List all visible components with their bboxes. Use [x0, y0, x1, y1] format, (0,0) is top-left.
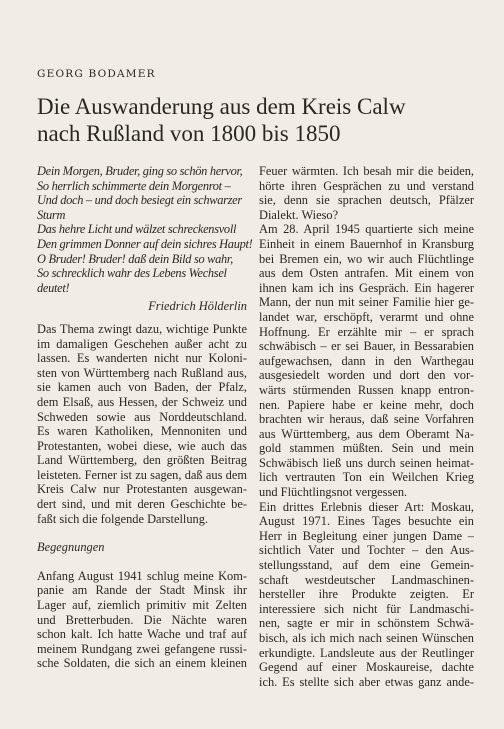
- text-line: erkundigte. Landsleute aus der Reutlinger: [259, 645, 474, 660]
- text-line: Kreis Calw nur Protestanten ausgewan-: [37, 482, 247, 497]
- text-line: aus Württemberg, aus dem Oberamt Na-: [259, 426, 474, 441]
- text-line: hörte ihren Gesprächen zu und verstand: [259, 178, 474, 193]
- text-line: Mann, der nun mit seiner Familie hier ge-: [259, 295, 474, 310]
- poem-line: O Bruder! Bruder! daß dein Bild so wahr,: [37, 251, 233, 266]
- text-line: lich vertrauten Ton ein Weilchen Krieg: [259, 470, 474, 485]
- text-line: Anfang August 1941 schlug meine Kom-: [37, 568, 247, 583]
- text-line: Am 28. April 1945 quartierte sich meine: [259, 222, 474, 237]
- poem-line: So herrlich schimmerte dein Morgenrot –: [37, 178, 231, 193]
- text-line: sten von Württemberg nach Rußland aus,: [37, 365, 247, 380]
- text-line: Es waren Katholiken, Mennoniten und: [37, 424, 247, 439]
- text-line: interessiere sich nicht für Landmaschi-: [259, 601, 474, 616]
- right-column: [259, 164, 474, 689]
- text-line: dem Elsaß, aus Hessen, der Schweiz und: [37, 394, 247, 409]
- poem-line: Den grimmen Donner auf dein sichres Haupt!: [37, 236, 253, 251]
- text-line: im damaligen Geschehen außer acht zu: [37, 336, 247, 351]
- text-line: landet war, erschöpft, verarmt und ohne: [259, 309, 474, 324]
- text-line: Land Württemberg, den größten Beitrag: [37, 453, 247, 468]
- intro-paragraph: [37, 322, 247, 526]
- text-line: sie, denn sie sprachen deutsch, Pfälzer: [259, 193, 474, 208]
- text-line: Einheit in einem Bauernhof in Kransburg: [259, 236, 474, 251]
- poem-attribution: Friedrich Hölderlin: [148, 299, 247, 314]
- text-line: August 1971. Eines Tages besuchte ein: [259, 514, 474, 529]
- left-column: [37, 164, 253, 671]
- text-line: aufgewachsen, dann in den Warthegau: [259, 353, 474, 368]
- poem-line: Und doch – und doch besiegt ein schwarzer: [37, 193, 242, 208]
- text-line: Dialekt. Wieso?: [259, 207, 339, 222]
- text-line: bisch, als ich mich nach seinen Wünschen: [259, 631, 474, 645]
- text-line: sie kamen auch von Baden, der Pfalz,: [37, 380, 247, 395]
- text-line: wärts stürmenden Russen knapp entron-: [259, 382, 474, 397]
- poem-epigraph: [37, 164, 253, 314]
- text-line: dert sind, und mit deren Geschichte be-: [37, 497, 247, 512]
- text-line: schon kalt. Ich hatte Wache und traf auf: [37, 627, 247, 642]
- text-line: hersteller ihre Produkte zeigten. Er: [259, 587, 474, 602]
- text-line: Schwäbisch ließ uns durch seinen heimat-: [259, 455, 474, 470]
- title-line: Die Auswanderung aus dem Kreis Calw: [37, 94, 406, 119]
- text-line: nen, sagte er mir in schönstem Schwä-: [259, 616, 474, 631]
- text-line: Lager auf, ziemlich primitiv mit Zelten: [37, 598, 247, 613]
- text-line: gold stammen müßten. Sein und mein: [259, 441, 474, 456]
- text-line: Schweden sowie aus Norddeutschland.: [37, 409, 247, 424]
- text-line: Ein drittes Erlebnis dieser Art: Moskau,: [259, 499, 474, 514]
- text-line: meinem Rundgang zwei gefangene russi-: [37, 641, 247, 656]
- title-line: nach Rußland von 1800 bis 1850: [37, 121, 341, 146]
- text-line: sichtlich Vater und Tochter – den Aus-: [259, 543, 474, 558]
- text-line: Protestanten, wobei diese, wie auch das: [37, 438, 247, 453]
- poem-line: Dein Morgen, Bruder, ging so schön hervor,: [37, 164, 243, 178]
- text-line: ich. Es stellte sich aber etwas ganz ande-: [259, 674, 474, 689]
- text-line: ihnen kam ich ins Gespräch. Ein hagerer: [259, 280, 474, 295]
- text-line: panie am Rande der Stadt Minsk ihr: [37, 583, 247, 598]
- text-line: brachten wir heraus, daß seine Vorfahren: [259, 412, 474, 427]
- text-line: Herr in Begleitung einer jungen Dame –: [259, 528, 474, 543]
- section-paragraph: [37, 569, 247, 671]
- text-line: ausgesiedelt worden und dort den vor-: [259, 368, 474, 383]
- text-line: lassen. Es wanderten nicht nur Koloni-: [37, 351, 247, 366]
- section-heading: Begegnungen: [37, 540, 105, 555]
- text-line: leisteten. Ferner ist zu sagen, daß aus dem: [37, 467, 247, 482]
- text-line: sche Soldaten, die sich an einem kleinen: [37, 656, 247, 671]
- text-line: Feuer wärmten. Ich besah mir die beiden,: [259, 164, 474, 178]
- poem-line: Sturm: [37, 207, 66, 222]
- text-line: Gegend auf einer Moskaureise, dachte: [259, 660, 474, 675]
- poem-line: So schrecklich wahr des Lebens Wechsel: [37, 266, 227, 281]
- text-line: faßt sich die folgende Darstellung.: [37, 511, 209, 526]
- text-line: Das Thema zwingt dazu, wichtige Punkte: [37, 321, 247, 336]
- poem-line: deutet!: [37, 280, 70, 295]
- author-name: GEORG BODAMER: [37, 68, 156, 80]
- text-line: aus dem Osten antrafen. Mit einem von: [259, 266, 474, 281]
- text-line: stellungsstand, auf dem eine Gemein-: [259, 558, 474, 573]
- poem-line: Das hehre Licht und wälzet schreckensvoll: [37, 222, 237, 237]
- text-line: schaft westdeutscher Landmaschinen-: [259, 572, 474, 587]
- text-line: und Bretterbuden. Die Nächte waren: [37, 612, 247, 627]
- text-line: schwäbisch – er sei Bauer, in Bessarabien: [259, 339, 474, 354]
- text-line: nen. Papiere habe er keine mehr, doch: [259, 397, 474, 412]
- text-line: Hoffnung. Er erzählte mir – er sprach: [259, 324, 474, 339]
- text-line: und Flüchtlingsnot vergessen.: [259, 485, 408, 500]
- text-line: bei Bremen ein, wo wir auch Flüchtlinge: [259, 251, 474, 266]
- article-title: [37, 93, 477, 147]
